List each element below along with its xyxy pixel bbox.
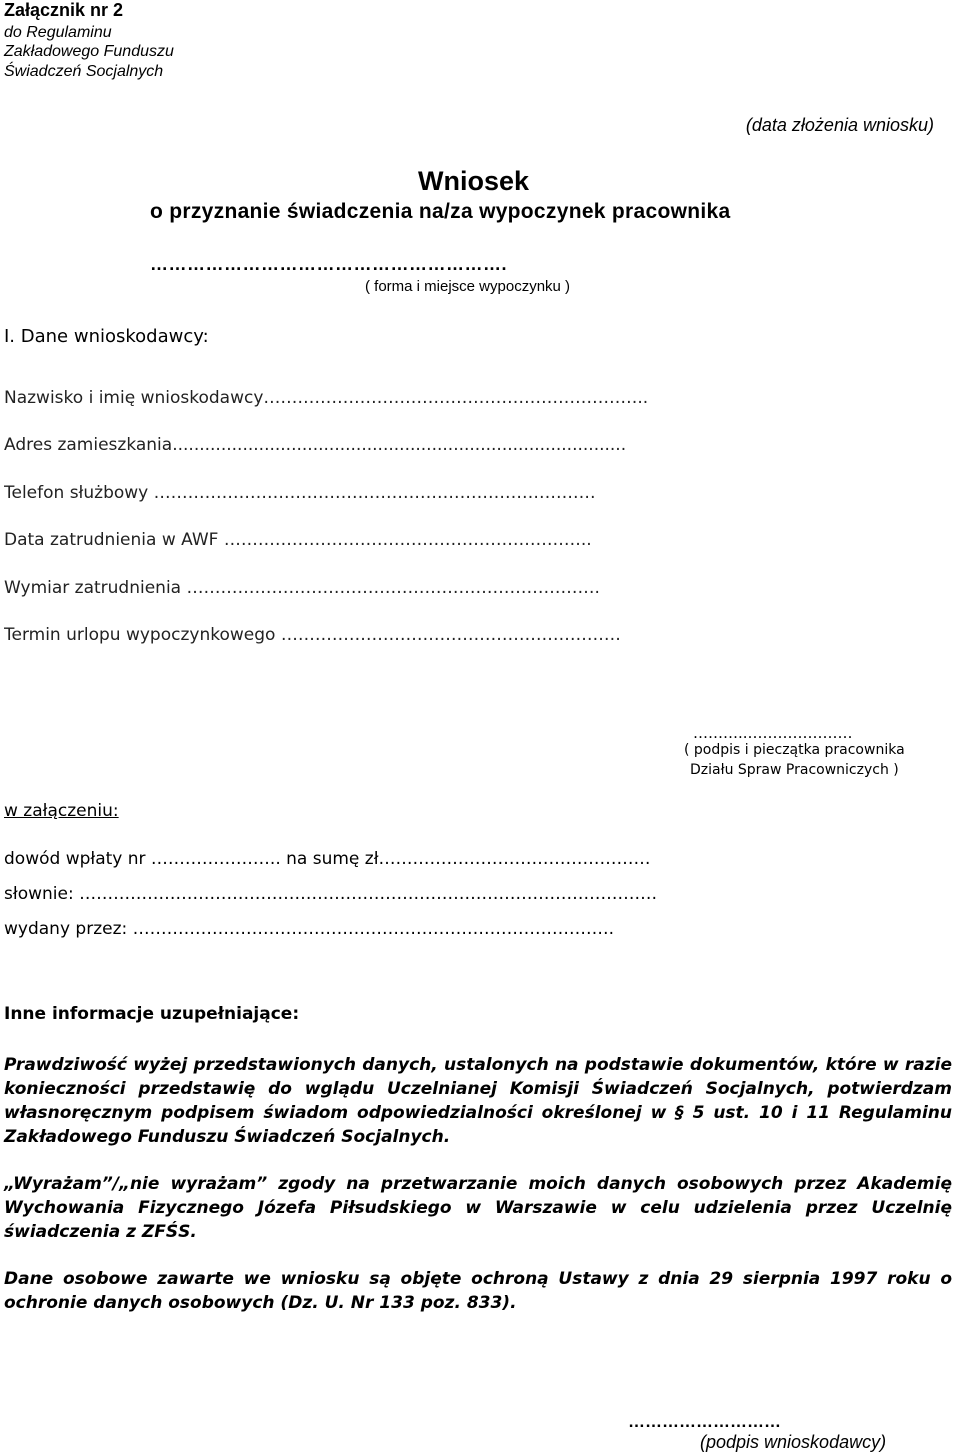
section-title-applicant: I. Dane wnioskodawcy: — [4, 326, 209, 347]
vacation-form-field[interactable]: …………………………………………………. — [150, 254, 508, 274]
hr-signature-caption-2: Działu Spraw Pracowniczych ) — [690, 762, 899, 778]
applicant-signature-line[interactable]: ……………………… — [628, 1412, 781, 1431]
field-vacation-term[interactable]: Termin urlopu wypoczynkowego …………………………………………………… — [4, 625, 621, 645]
annex-line-3: Świadczeń Socjalnych — [4, 63, 164, 80]
field-employment-scope[interactable]: Wymiar zatrudnienia ………………………………………………………………. — [4, 578, 600, 598]
field-address[interactable]: Adres zamieszkania.................................................................................... — [4, 435, 627, 455]
applicant-signature-caption: (podpis wnioskodawcy) — [700, 1432, 887, 1452]
consent-paragraph: „Wyrażam”/„nie wyrażam” zgody na przetwarzanie moich danych osobowych przez Akademię Wychowania Fizycznego Józefa Piłsudskiego w Warszawie w celu udzielenia przez Uczelnię świadczenia z ZFŚS. — [4, 1174, 952, 1242]
data-protection-paragraph: Dane osobowe zawarte we wniosku są objęte ochroną Ustawy z dnia 29 sierpnia 1997 roku o ochronie danych osobowych (Dz. U. Nr 133 poz. 833). — [4, 1269, 952, 1313]
document-subtitle: o przyznanie świadczenia na/za wypoczynek pracownika — [150, 200, 731, 223]
field-issued-by[interactable]: wydany przez: …………………………………………………………………………. — [4, 919, 615, 939]
document-title: Wniosek — [418, 166, 530, 196]
field-payment-proof[interactable]: dowód wpłaty nr ………………….. na sumę zł………………………………………… — [4, 849, 651, 869]
submission-date-label: (data złożenia wniosku) — [745, 115, 934, 135]
annex-number: Załącznik nr 2 — [4, 0, 124, 20]
attachment-label: w załączeniu: — [4, 801, 119, 821]
field-amount-in-words[interactable]: słownie: ………………………………………………………………………………………… — [4, 884, 658, 904]
annex-line-1: do Regulaminu — [4, 24, 112, 41]
field-full-name[interactable]: Nazwisko i imię wnioskodawcy………………………………………………………….. — [4, 388, 649, 408]
declaration-paragraph: Prawdziwość wyżej przedstawionych danych, ustalonych na podstawie dokumentów, które w razie konieczności przedstawię do wglądu Uczelnianej Komisji Świadczeń Socjalnych, potwierdzam własnoręcznym podpisem świadom odpowiedzialności określonej w § 5 ust. 10 i 11 Regulaminu Zakładowego Funduszu Świadczeń Socjalnych. — [4, 1055, 952, 1147]
hr-signature-line[interactable]: ………..………………… — [693, 724, 853, 742]
field-work-phone[interactable]: Telefon służbowy …………………………………………………………………… — [4, 483, 596, 503]
hr-signature-caption-1: ( podpis i pieczątka pracownika — [684, 742, 905, 758]
annex-line-2: Zakładowego Funduszu — [4, 43, 174, 60]
info-heading: Inne informacje uzupełniające: — [4, 1004, 300, 1024]
field-employment-date[interactable]: Data zatrudnienia w AWF ……………………………………………………….. — [4, 530, 592, 550]
vacation-form-note: ( forma i miejsce wypoczynku ) — [365, 278, 571, 295]
